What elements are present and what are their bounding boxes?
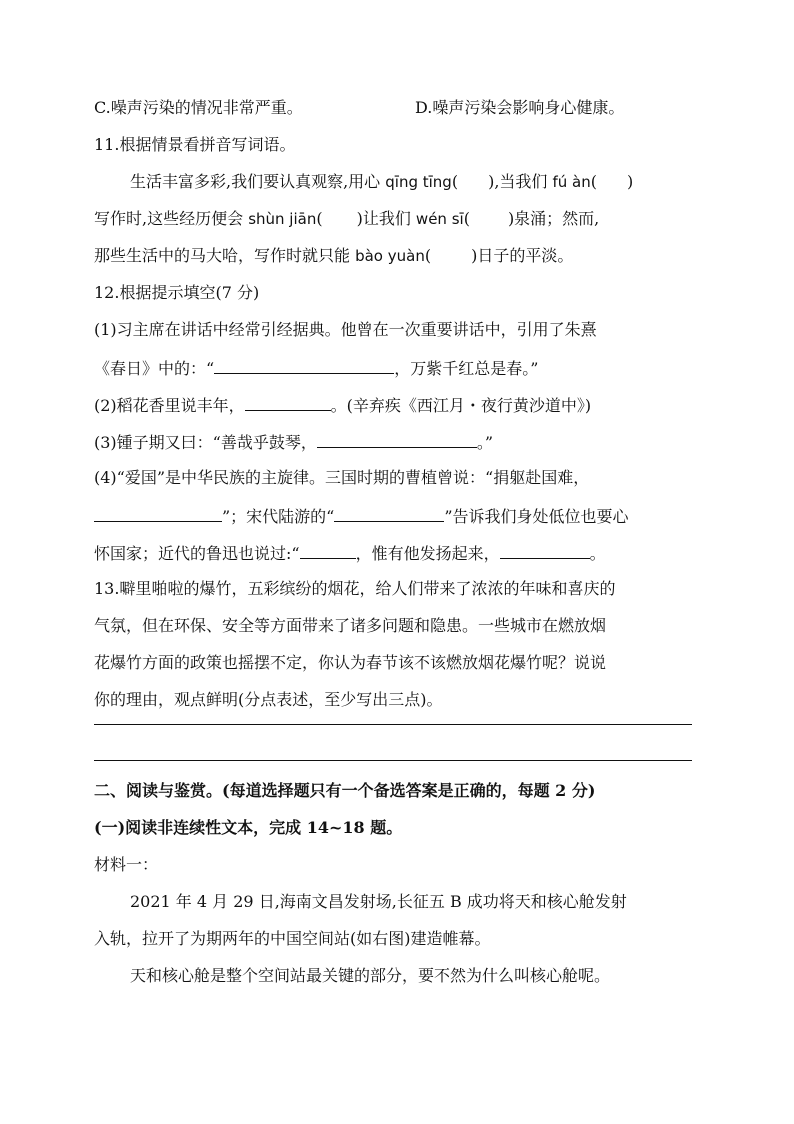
material-paragraph-1b: 入轨，拉开了为期两年的中国空间站(如右图)建造帷幕。 bbox=[94, 929, 491, 948]
material-paragraph-1a: 2021 年 4 月 29 日,海南文昌发射场,长征五 B 成功将天和核心舱发射 bbox=[130, 892, 627, 911]
section-subheading: (一)阅读非连续性文本，完成 14~18 题。 bbox=[94, 818, 403, 837]
pinyin-fu-an: fú àn bbox=[552, 173, 591, 191]
q12-text: (3)锺子期又曰：“善哉乎鼓琴， bbox=[94, 433, 317, 452]
fill-blank-7[interactable] bbox=[500, 540, 590, 559]
q12-text: 。” bbox=[476, 433, 494, 452]
q10-option-c: C.噪声污染的情况非常严重。 bbox=[94, 98, 303, 117]
q12-text: 《春日》中的：“ bbox=[94, 359, 215, 378]
q11-title: 11.根据情景看拼音写词语。 bbox=[94, 135, 296, 154]
q12-text: ，万紫千红总是春。” bbox=[394, 359, 539, 378]
q12-text: ，惟有他发扬起来， bbox=[355, 544, 500, 563]
q11-line-2 bbox=[94, 207, 599, 231]
q12-s3 bbox=[94, 429, 493, 455]
q12-s2 bbox=[94, 392, 591, 418]
fill-blank-3[interactable] bbox=[317, 429, 477, 448]
q11-text: 生活丰富多彩,我们要认真观察,用心 bbox=[130, 172, 386, 191]
paren-open: ( bbox=[451, 172, 459, 191]
q11-text: 那些生活中的马大哈，写作时就只能 bbox=[94, 246, 356, 265]
q13-line-1: 13.噼里啪啦的爆竹，五彩缤纷的烟花，给人们带来了浓浓的年味和喜庆的 bbox=[94, 579, 616, 598]
q11-line-1 bbox=[130, 170, 633, 194]
q12-title: 12.根据提示填空(7 分) bbox=[94, 283, 260, 302]
q12-text: (2)稻花香里说丰年， bbox=[94, 396, 245, 415]
q13-line-4: 你的理由，观点鲜明(分点表述，至少写出三点)。 bbox=[94, 690, 443, 709]
fill-blank-2[interactable] bbox=[245, 392, 331, 411]
q12-s1-line2 bbox=[94, 355, 538, 381]
paren-close: ) bbox=[627, 172, 634, 191]
pinyin-qing-ting: qīng tīng bbox=[385, 173, 452, 191]
q11-line-3 bbox=[94, 244, 573, 268]
pinyin-shun-jian: shùn jiān bbox=[248, 210, 317, 228]
q11-text: 写作时,这些经历便会 bbox=[94, 209, 249, 228]
q12-text: 怀国家；近代的鲁迅也说过:“ bbox=[94, 544, 300, 563]
fill-blank-6[interactable] bbox=[300, 540, 356, 559]
paren-open: ( bbox=[463, 209, 470, 228]
q13-line-3: 花爆竹方面的政策也摇摆不定，你认为春节该不该燃放烟花爆竹呢？说说 bbox=[94, 653, 607, 672]
answer-line-1[interactable] bbox=[94, 724, 692, 725]
paren-open: ( bbox=[424, 246, 432, 265]
q11-text: ),当我们 bbox=[488, 172, 553, 191]
q12-text: 。 bbox=[589, 544, 606, 563]
q12-s4-line3 bbox=[94, 540, 606, 566]
q11-text: )日子的平淡。 bbox=[471, 246, 574, 265]
material-paragraph-2: 天和核心舱是整个空间站最关键的部分，要不然为什么叫核心舱呢。 bbox=[130, 966, 611, 985]
paren-open: ( bbox=[590, 172, 598, 191]
q12-text: ”；宋代陆游的“ bbox=[222, 507, 335, 526]
q12-s4-line1: (4)“爱国”是中华民族的主旋律。三国时期的曹植曾说：“捐躯赴国难， bbox=[94, 468, 590, 487]
fill-blank-5[interactable] bbox=[334, 503, 444, 522]
section-heading: 二、阅读与鉴赏。(每道选择题只有一个备选答案是正确的，每题 2 分) bbox=[94, 781, 596, 800]
q10-option-d: D.噪声污染会影响身心健康。 bbox=[415, 98, 625, 117]
fill-blank-1[interactable] bbox=[214, 355, 394, 374]
q12-s4-line2 bbox=[94, 503, 629, 529]
paren-open: ( bbox=[316, 209, 323, 228]
pinyin-wen-si: wén sī bbox=[415, 210, 464, 228]
material-label: 材料一： bbox=[94, 855, 159, 874]
fill-blank-4[interactable] bbox=[94, 503, 222, 522]
q11-text: )泉涌；然而, bbox=[507, 209, 600, 228]
q12-text: 。(辛弃疾《西江月・夜行黄沙道中》) bbox=[330, 396, 592, 415]
q11-text: )让我们 bbox=[356, 209, 416, 228]
answer-line-2[interactable] bbox=[94, 760, 692, 761]
q13-line-2: 气氛，但在环保、安全等方面带来了诸多问题和隐患。一些城市在燃放烟 bbox=[94, 616, 607, 635]
q12-s1-line1: (1)习主席在讲话中经常引经据典。他曾在一次重要讲话中，引用了朱熹 bbox=[94, 320, 597, 339]
pinyin-bao-yuan: bào yuàn bbox=[355, 247, 425, 265]
q12-text: ”告诉我们身处低位也要心 bbox=[444, 507, 629, 526]
